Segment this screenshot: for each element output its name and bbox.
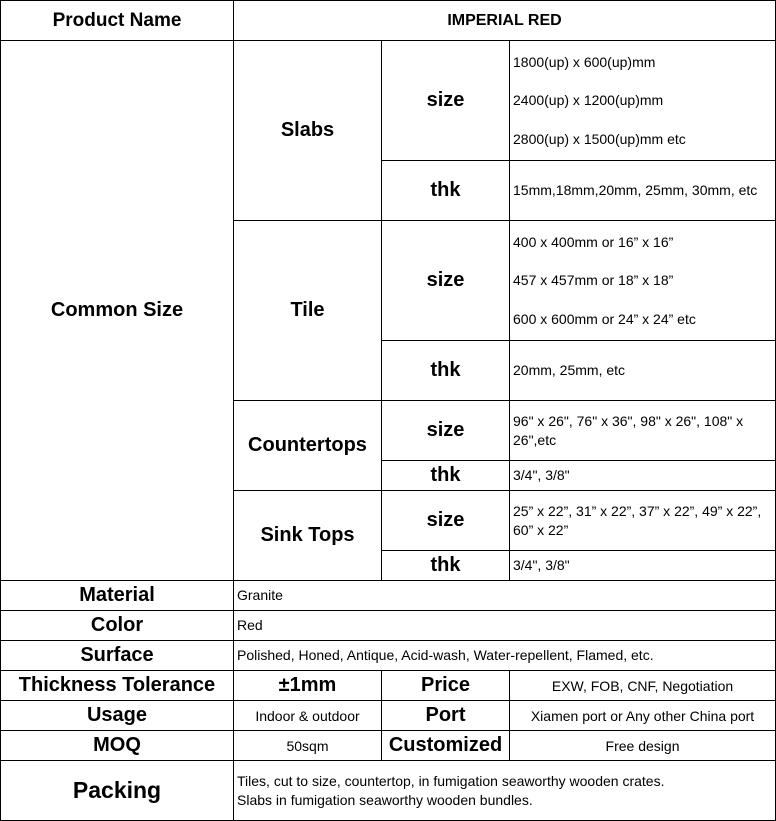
customized-label: Customized bbox=[382, 731, 510, 761]
product-name-value: IMPERIAL RED bbox=[234, 1, 776, 41]
tile-size-line: 457 x 457mm or 18” x 18” bbox=[513, 272, 674, 288]
countertops-thk-label: thk bbox=[382, 461, 510, 491]
slabs-size-line: 1800(up) x 600(up)mm bbox=[513, 53, 656, 70]
packing-line: Tiles, cut to size, countertop, in fumigation seaworthy wooden crates. bbox=[237, 772, 665, 789]
packing-label: Packing bbox=[1, 761, 234, 821]
moq-value: 50sqm bbox=[234, 731, 382, 761]
slabs-size-line: 2400(up) x 1200(up)mm bbox=[513, 92, 664, 108]
slabs-size-value bbox=[510, 41, 776, 161]
countertops-thk-value: 3/4", 3/8" bbox=[510, 461, 776, 491]
sink-tops-size-value: 25” x 22”, 31” x 22”, 37” x 22”, 49” x 22”, 60” x 22” bbox=[510, 491, 776, 551]
common-size-label: Common Size bbox=[1, 41, 234, 581]
color-row bbox=[1, 611, 776, 641]
sink-tops-thk-label: thk bbox=[382, 551, 510, 581]
packing-row bbox=[1, 761, 776, 821]
product-name-row bbox=[1, 1, 776, 41]
sink-tops-thk-value: 3/4", 3/8" bbox=[510, 551, 776, 581]
surface-value: Polished, Honed, Antique, Acid-wash, Water-repellent, Flamed, etc. bbox=[234, 641, 776, 671]
countertops-size-value: 96" x 26", 76" x 36", 98" x 26", 108" x 26",etc bbox=[510, 401, 776, 461]
surface-row bbox=[1, 641, 776, 671]
countertops-size-label: size bbox=[382, 401, 510, 461]
usage-label: Usage bbox=[1, 701, 234, 731]
tile-size-value bbox=[510, 221, 776, 341]
tile-size-line: 400 x 400mm or 16” x 16” bbox=[513, 233, 674, 250]
port-value: Xiamen port or Any other China port bbox=[510, 701, 776, 731]
surface-label: Surface bbox=[1, 641, 234, 671]
tile-thk-value: 20mm, 25mm, etc bbox=[510, 341, 776, 401]
slabs-size-line: 2800(up) x 1500(up)mm etc bbox=[513, 130, 686, 147]
tile-thk-label: thk bbox=[382, 341, 510, 401]
tolerance-label: Thickness Tolerance bbox=[1, 671, 234, 701]
slabs-size-row bbox=[1, 41, 776, 161]
material-value: Granite bbox=[234, 581, 776, 611]
countertops-label: Countertops bbox=[234, 401, 382, 491]
usage-port-row bbox=[1, 701, 776, 731]
price-label: Price bbox=[382, 671, 510, 701]
color-label: Color bbox=[1, 611, 234, 641]
usage-value: Indoor & outdoor bbox=[234, 701, 382, 731]
slabs-thk-value: 15mm,18mm,20mm, 25mm, 30mm, etc bbox=[510, 161, 776, 221]
tile-size-label: size bbox=[382, 221, 510, 341]
sink-tops-label: Sink Tops bbox=[234, 491, 382, 581]
packing-line: Slabs in fumigation seaworthy wooden bundles. bbox=[237, 791, 533, 808]
packing-value bbox=[234, 761, 776, 821]
tile-label: Tile bbox=[234, 221, 382, 401]
color-value: Red bbox=[234, 611, 776, 641]
material-row bbox=[1, 581, 776, 611]
moq-label: MOQ bbox=[1, 731, 234, 761]
slabs-thk-label: thk bbox=[382, 161, 510, 221]
slabs-size-label: size bbox=[382, 41, 510, 161]
slabs-label: Slabs bbox=[234, 41, 382, 221]
tile-size-line: 600 x 600mm or 24” x 24” etc bbox=[513, 310, 696, 327]
tolerance-price-row bbox=[1, 671, 776, 701]
sink-tops-size-label: size bbox=[382, 491, 510, 551]
moq-customized-row bbox=[1, 731, 776, 761]
tolerance-value: ±1mm bbox=[234, 671, 382, 701]
port-label: Port bbox=[382, 701, 510, 731]
price-value: EXW, FOB, CNF, Negotiation bbox=[510, 671, 776, 701]
product-name-label: Product Name bbox=[1, 1, 234, 41]
material-label: Material bbox=[1, 581, 234, 611]
customized-value: Free design bbox=[510, 731, 776, 761]
